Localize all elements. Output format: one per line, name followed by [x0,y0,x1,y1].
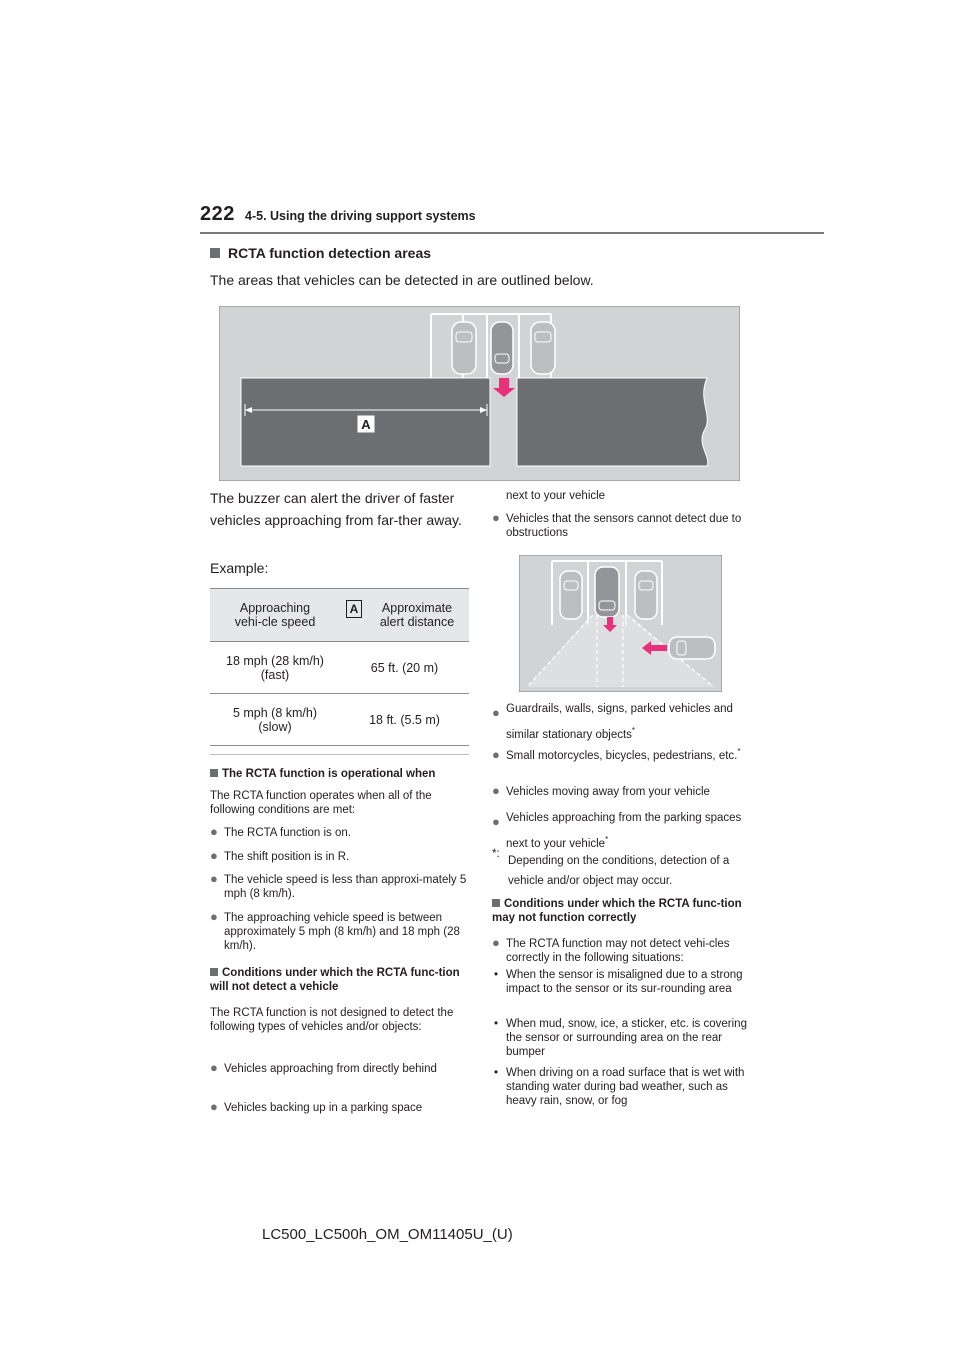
speed-cell: 18 mph (28 km/h) (fast) [210,642,340,694]
table-row [210,642,469,694]
sub-list-item: • When driving on a road surface that is wet with standing water during bad weather, such as heavy rain, snow, or fog [494,1067,745,1107]
operational-intro: The RCTA function operates when all of the following conditions are met: [210,790,432,816]
list-item: ● The vehicle speed is less than approxi-mately 5 mph (8 km/h). [210,871,467,900]
example-label: Example: [210,560,269,576]
list-item-continuation: next to your vehicle [506,490,606,502]
detection-area-diagram [219,306,740,481]
sub-list-item: • When mud, snow, ice, a sticker, etc. is covering the sensor or surrounding area on the rear bumper [494,1018,747,1058]
page-number: 222 [200,203,235,225]
obstruction-diagram [519,555,722,692]
distance-column-header: A Approximate alert distance [340,589,469,642]
not-detect-heading: Conditions under which the RCTA func-tion will not detect a vehicle [210,967,460,993]
section-title: 4-5. Using the driving support systems [245,209,476,223]
list-item: ● Guardrails, walls, signs, parked vehicles and similar stationary objects* [492,703,733,741]
label-a-box: A [346,600,362,618]
list-item: ● The shift position is in R. [210,848,350,863]
not-correct-heading: Conditions under which the RCTA func-tion may not function correctly [492,898,742,924]
square-bullet-icon [210,769,218,777]
list-item: ● Small motorcycles, bicycles, pedestrians, etc.* [492,747,741,762]
distance-cell: 65 ft. (20 m) [340,642,469,694]
list-item: ● The approaching vehicle speed is between approximately 5 mph (8 km/h) and 18 mph (28 km/h). [210,909,460,952]
list-item: ● Vehicles moving away from your vehicle [492,783,710,798]
list-item: ● Vehicles backing up in a parking space [210,1101,423,1114]
list-item: ● The RCTA function is on. [210,824,351,839]
diagram-label-a: A [361,417,371,432]
distance-cell: 18 ft. (5.5 m) [340,694,469,746]
not-detect-intro: The RCTA function is not designed to detect the following types of vehicles and/or objects: [210,1007,454,1033]
list-item: ● Vehicles approaching from the parking spaces next to your vehicle* [492,812,742,850]
square-bullet-icon [492,899,500,907]
operational-heading: The RCTA function is operational when [210,767,472,781]
list-item: ● Vehicles approaching from directly behind [210,1060,437,1075]
alert-distance-table [210,588,469,746]
buzzer-paragraph: The buzzer can alert the driver of faster vehicles approaching from far-ther away. [210,490,462,528]
footnote-mark: *: [492,848,500,860]
list-item: ● The RCTA function may not detect vehi-cles correctly in the following situations: [492,935,730,964]
speed-cell: 5 mph (8 km/h) (slow) [210,694,340,746]
square-bullet-icon [210,248,220,258]
document-code: LC500_LC500h_OM_OM11405U_(U) [262,1226,513,1243]
table-header-row [210,589,469,642]
section-divider [210,754,469,755]
sub-list-item: • When the sensor is misaligned due to a strong impact to the sensor or its sur-rounding area [494,969,743,995]
list-item: ● Vehicles that the sensors cannot detect due to obstructions [492,510,742,539]
table-row [210,694,469,746]
header-rule [200,232,824,234]
detection-areas-intro: The areas that vehicles can be detected in are outlined below. [210,272,594,288]
square-bullet-icon [210,968,218,976]
detection-areas-heading: RCTA function detection areas [210,245,431,261]
speed-column-header: Approaching vehi-cle speed [210,589,340,642]
footnote-text: Depending on the conditions, detection of a vehicle and/or object may occur. [508,855,730,887]
